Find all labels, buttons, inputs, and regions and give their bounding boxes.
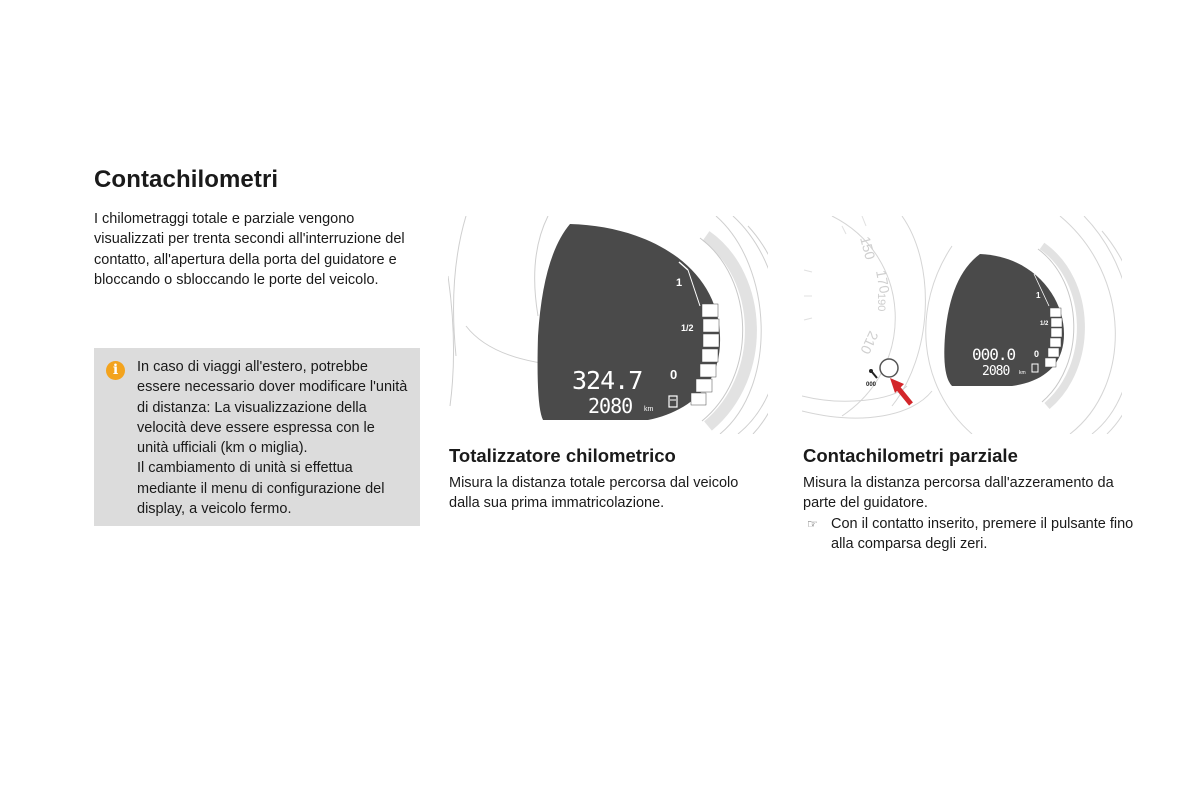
fuel-label-half: 1/2 <box>681 323 694 333</box>
odometer-section-title: Totalizzatore chilometrico <box>449 445 676 466</box>
info-box <box>94 348 420 526</box>
odometer-illustration <box>448 216 768 434</box>
speedo-arc-4 <box>802 391 932 418</box>
fuel-label-half: 1/2 <box>1040 321 1049 327</box>
fuel-label-empty: 0 <box>670 367 678 382</box>
speed-label-190: 190 <box>875 293 887 312</box>
trip-meter-dashboard-svg <box>802 216 1122 434</box>
trip-reset-instruction <box>803 514 1138 555</box>
speed-label-170: 170 <box>873 268 893 295</box>
odometer-section-text: Misura la distanza totale percorsa dal veicolo dalla sua prima immatricolazione. <box>449 475 739 512</box>
info-paragraph-2: Il cambiamento di unità si effettua mediante il menu di configurazione del display, a veicolo fermo. <box>137 460 385 518</box>
instruction-text: Con il contatto inserito, premere il pulsante fino alla comparsa degli zeri. <box>831 516 1134 553</box>
info-paragraph-1: In caso di viaggi all'estero, potrebbe essere necessario dover modificare l'unità di distanza: La visualizzazione della velocità deve essere espressa con le unità ufficiali (km o miglia). <box>137 359 408 457</box>
fuel-label-empty: 0 <box>1034 349 1040 359</box>
trip-meter-illustration <box>802 216 1122 434</box>
pointing-hand-icon: ☞ <box>807 517 818 531</box>
red-pointer-arrow <box>890 378 911 404</box>
fuel-segment <box>702 349 718 362</box>
outer-ring-3 <box>1102 231 1122 434</box>
total-odometer-value: 2080 <box>588 394 633 418</box>
trip-meter-section-text: Misura la distanza percorsa dall'azzeramento da parte del guidatore. <box>803 475 1114 512</box>
fuel-segment <box>703 319 719 332</box>
trip-meter-section-title: Contachilometri parziale <box>803 445 1018 466</box>
fuel-segment <box>700 364 716 377</box>
distance-unit: km <box>1019 370 1026 376</box>
intro-paragraph: I chilometraggi totale e parziale vengono visualizzati per trenta secondi all'interruzione del contatto, all'apertura della porta del guidatore e bloccando o sbloccando le porte del veicolo. <box>94 211 405 288</box>
speedo-arc-3 <box>892 216 925 406</box>
fuel-label-full: 1 <box>676 277 683 289</box>
trip-odometer-value: 324.7 <box>572 366 643 395</box>
speed-scale-ticks <box>804 216 866 320</box>
fuel-segment <box>702 304 718 317</box>
left-ring-line-2 <box>448 276 454 406</box>
trip-reset-button[interactable] <box>880 359 898 377</box>
fuel-segment <box>691 393 706 405</box>
reset-button-label: 000 <box>866 382 877 388</box>
speed-scale-labels <box>857 235 893 357</box>
page-title: Contachilometri <box>94 166 279 193</box>
speedo-arc-2 <box>802 386 907 401</box>
fuel-label-full: 1 <box>1036 291 1041 300</box>
left-ring-line <box>454 216 466 356</box>
odometer-dashboard-svg <box>448 216 768 434</box>
wrench-icon <box>869 369 877 378</box>
fuel-segment <box>696 379 712 392</box>
speed-label-210: 210 <box>857 328 882 357</box>
distance-unit: km <box>644 406 654 413</box>
info-icon: i <box>106 361 125 380</box>
trip-odometer-value: 000.0 <box>972 345 1016 364</box>
info-text <box>137 357 409 519</box>
fuel-segment <box>703 334 719 347</box>
total-odometer-value: 2080 <box>982 364 1010 379</box>
speed-label-150: 150 <box>857 234 879 262</box>
outer-ring-1 <box>1060 216 1115 434</box>
